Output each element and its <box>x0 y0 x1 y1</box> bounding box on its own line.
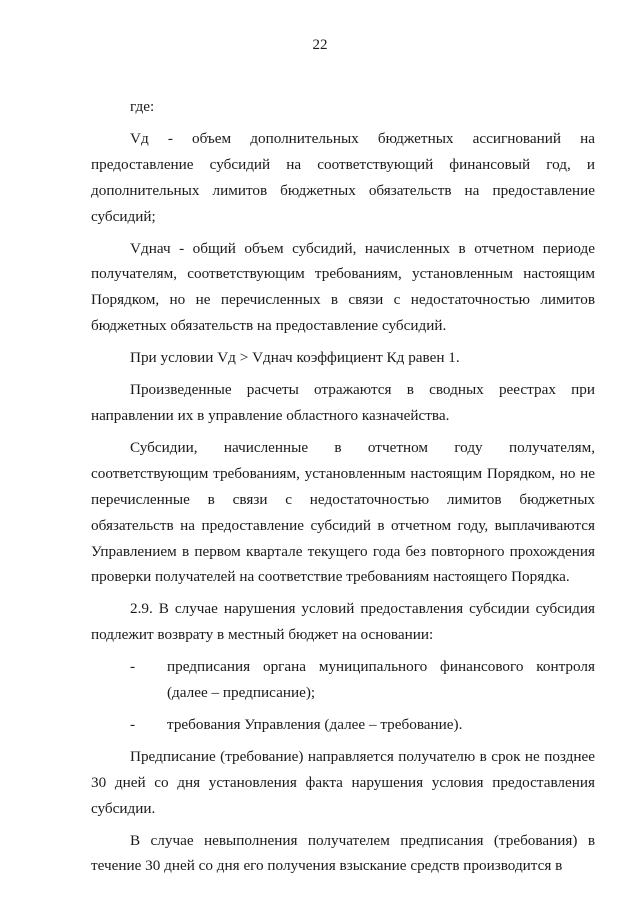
paragraph-vdnach-definition: Vднач - общий объем субсидий, начисленных в отчетном периоде получателям, соответствующим требованиям, установленным настоящим Порядком, но не перечисленных в связи с недостаточностью лимитов бюджетных обязательств на предоставление субсидий. <box>91 239 595 335</box>
list-item <box>91 712 595 738</box>
list-marker: - <box>130 715 136 733</box>
paragraph-prescription: Предписание (требование) направляется получателю в срок не позднее 30 дней со дня установления факта нарушения условия предоставления субсидии. <box>91 747 595 817</box>
paragraph-non-compliance: В случае невыполнения получателем предписания (требования) в течение 30 дней со дня его получения взыскание средств производится в <box>91 831 595 875</box>
list-item <box>91 654 595 706</box>
paragraph-2-9: 2.9. В случае нарушения условий предоставления субсидии субсидия подлежит возврату в местный бюджет на основании: <box>91 600 595 644</box>
paragraph-condition: При условии Vд > Vднач коэффициент Кд равен 1. <box>130 349 460 367</box>
list-item-text: требования Управления (далее – требование). <box>167 715 463 733</box>
paragraph-calculations: Произведенные расчеты отражаются в сводных реестрах при направлении их в управление областного казначейства. <box>91 381 595 424</box>
paragraph-vd-definition: Vд - объем дополнительных бюджетных ассигнований на предоставление субсидий на соответствующий финансовый год, и дополнительных лимитов бюджетных обязательств на предоставление субсидий; <box>91 129 595 225</box>
list-item-text: предписания органа муниципального финансового контроля (далее – предписание); <box>167 658 595 702</box>
document-body <box>91 94 595 879</box>
paragraph-where: где: <box>130 98 155 115</box>
list-marker: - <box>130 658 136 676</box>
page-number: 22 <box>312 37 328 53</box>
paragraph-subsidies-paid: Субсидии, начисленные в отчетном году получателям, соответствующим требованиям, установленным настоящим Порядком, но не перечисленные в связи с недостаточностью лимитов бюджетных обязательств на предоставление субсидий в отчетном году, выплачиваются Управлением в первом квартале текущего года без повторного прохождения проверки получателей на соответствие требованиям настоящего Порядка. <box>91 438 595 586</box>
